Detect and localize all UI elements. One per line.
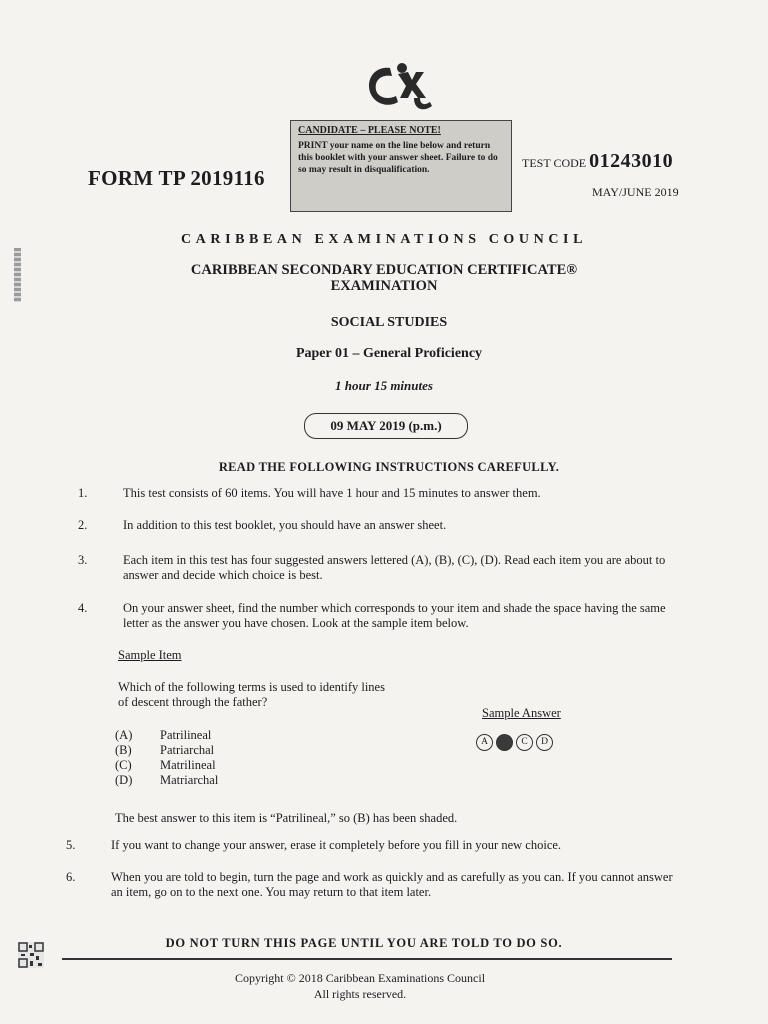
option-a	[115, 728, 218, 743]
option-letter: (B)	[115, 743, 132, 757]
exam-date: 09 MAY 2019 (p.m.)	[304, 413, 468, 439]
exam-duration: 1 hour 15 minutes	[335, 378, 433, 393]
sample-question: Which of the following terms is used to identify lines of descent through the father?	[118, 680, 385, 709]
sample-item-title: Sample Item	[118, 648, 182, 662]
footer-rule	[62, 958, 672, 960]
test-code-label: TEST CODE	[522, 156, 587, 170]
option-text: Patrilineal	[160, 728, 212, 742]
option-c	[115, 758, 218, 773]
test-code	[522, 150, 673, 173]
option-text: Matriarchal	[160, 773, 219, 787]
instruction-text: Each item in this test has four suggested answers lettered (A), (B), (C), (D). Read each item you are about to answer and decide which choice is best.	[123, 553, 666, 582]
option-letter: (A)	[115, 728, 133, 742]
sample-answer-title: Sample Answer	[482, 706, 561, 720]
test-code-value: 01243010	[589, 150, 674, 172]
note-text: PRINT your name on the line below and return this booklet with your answer sheet. Failure to do so may result in disqualification.	[298, 141, 498, 175]
candidate-note-box	[290, 120, 512, 212]
instruction-number: 3.	[78, 553, 88, 567]
instruction-number: 2.	[78, 518, 88, 532]
copyright-line: Copyright © 2018 Caribbean Examinations Council	[234, 971, 486, 985]
bubble-b-shaded	[496, 734, 513, 751]
option-letter: (D)	[115, 773, 133, 787]
instruction-number: 1.	[78, 486, 88, 500]
instructions-heading: READ THE FOLLOWING INSTRUCTIONS CAREFULLY.	[218, 460, 560, 474]
subject-title: SOCIAL STUDIES	[330, 315, 448, 330]
bubble-c: C	[516, 734, 533, 751]
bubble-d: D	[536, 734, 553, 751]
qr-code-icon	[18, 942, 44, 968]
form-code: FORM TP 2019116	[88, 166, 265, 190]
option-text: Matrilineal	[160, 758, 216, 772]
sample-explanation: The best answer to this item is “Patrilineal,” so (B) has been shaded.	[115, 811, 458, 825]
option-b	[115, 743, 218, 758]
council-name: CARIBBEAN EXAMINATIONS COUNCIL	[180, 232, 588, 247]
exam-session: MAY/JUNE 2019	[592, 185, 679, 199]
instruction-text: If you want to change your answer, erase it completely before you fill in your new choice.	[111, 838, 562, 852]
cxc-logo	[362, 58, 434, 114]
scan-edge-mark	[14, 248, 21, 302]
bubble-a: A	[476, 734, 493, 751]
do-not-turn-warning: DO NOT TURN THIS PAGE UNTIL YOU ARE TOLD TO DO SO.	[165, 936, 563, 950]
certificate-line-1: CARIBBEAN SECONDARY EDUCATION CERTIFICATE®	[190, 262, 578, 278]
option-text: Patriarchal	[160, 743, 215, 757]
certificate-title	[0, 262, 768, 294]
rights-line: All rights reserved.	[313, 987, 407, 1001]
paper-title: Paper 01 – General Proficiency	[295, 346, 483, 361]
instruction-text: When you are told to begin, turn the page and work as quickly and as carefully as you can. If you cannot answer an item, go on to the next one. You may return to that item later.	[111, 870, 673, 899]
note-title: CANDIDATE – PLEASE NOTE!	[298, 125, 441, 136]
instruction-number: 5.	[66, 838, 76, 852]
instruction-text: In addition to this test booklet, you should have an answer sheet.	[123, 518, 447, 532]
sample-options	[115, 728, 218, 788]
copyright	[0, 970, 720, 1002]
option-letter: (C)	[115, 758, 132, 772]
option-d	[115, 773, 218, 788]
instruction-text: On your answer sheet, find the number which corresponds to your item and shade the space having the same letter as the answer you have chosen. Look at the sample item below.	[123, 601, 666, 630]
certificate-line-2: EXAMINATION	[330, 278, 438, 294]
instruction-text: This test consists of 60 items. You will have 1 hour and 15 minutes to answer them.	[123, 486, 541, 500]
instruction-number: 4.	[78, 601, 88, 615]
sample-answer-bubbles	[476, 734, 553, 751]
instruction-number: 6.	[66, 870, 76, 884]
